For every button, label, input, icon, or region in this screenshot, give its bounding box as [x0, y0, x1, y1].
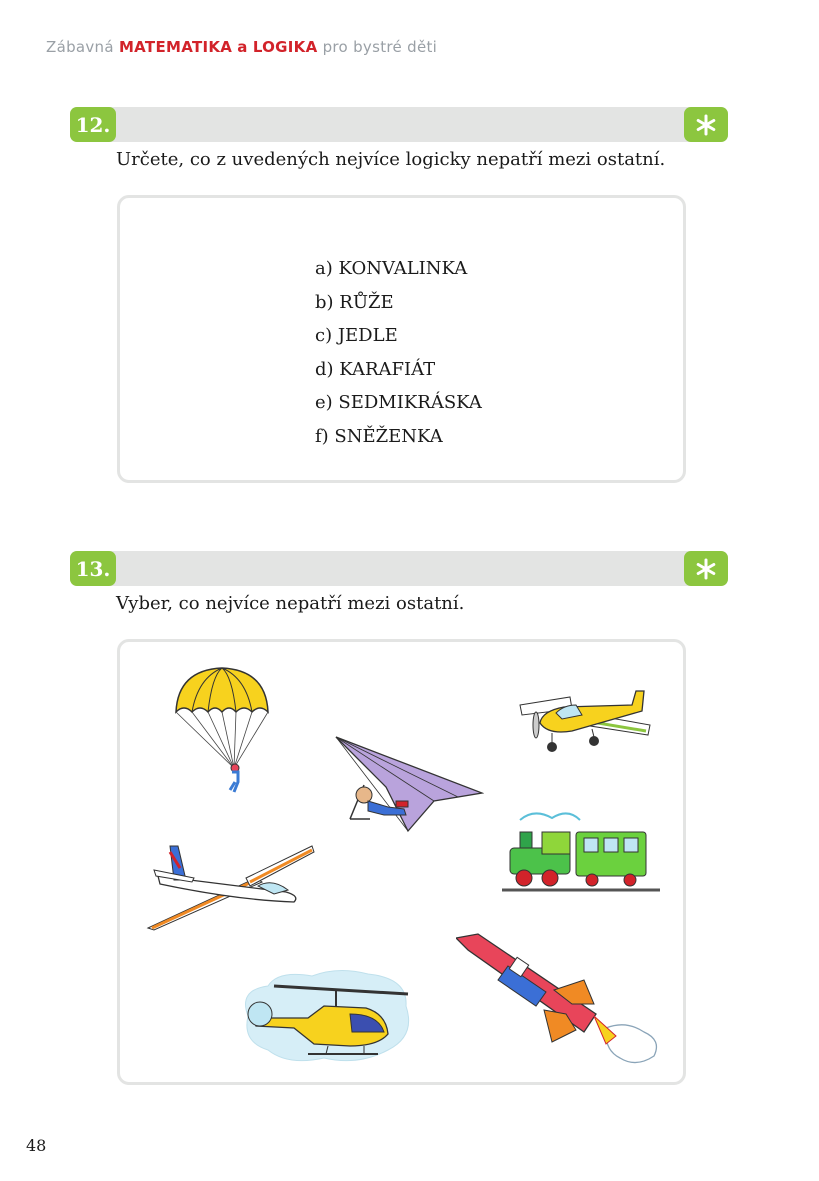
running-head-part4: LOGIKA [252, 38, 318, 56]
task-12-question: Určete, co z uvedených nejvíce logicky nepatří mezi ostatní. [116, 149, 666, 170]
parachute-image [172, 664, 272, 796]
option-f: f) SNĚŽENKA [315, 425, 443, 447]
task-13-panel [117, 639, 686, 1085]
task-12-options [315, 252, 482, 453]
task-13-question: Vyber, co nejvíce nepatří mezi ostatní. [116, 593, 465, 614]
running-head-part5: pro bystré děti [322, 38, 438, 56]
page-number: 48 [26, 1136, 47, 1155]
option-c: c) JEDLE [315, 325, 398, 346]
task-13-header [70, 551, 728, 586]
option-a: a) KONVALINKA [315, 258, 468, 279]
task-12-panel [117, 195, 686, 483]
task-12-number: 12. [70, 107, 116, 142]
option-e: e) SEDMIKRÁSKA [315, 392, 482, 413]
running-head-part3: a [237, 38, 248, 56]
star-icon [684, 551, 728, 586]
light-aircraft-image [512, 675, 654, 761]
option-b: b) RŮŽE [315, 291, 394, 313]
running-head-part2: MATEMATIKA [118, 38, 233, 56]
task-13-number: 13. [70, 551, 116, 586]
option-d: d) KARAFIÁT [315, 358, 436, 380]
star-icon [684, 107, 728, 142]
running-head-part1: Zábavná [46, 38, 114, 56]
task-12-header [70, 107, 728, 142]
helicopter-image [238, 966, 416, 1066]
glider-image [146, 842, 316, 932]
steam-train-image [500, 806, 662, 902]
hang-glider-image [334, 735, 484, 841]
rocket-image [456, 932, 666, 1072]
running-head [46, 38, 437, 56]
